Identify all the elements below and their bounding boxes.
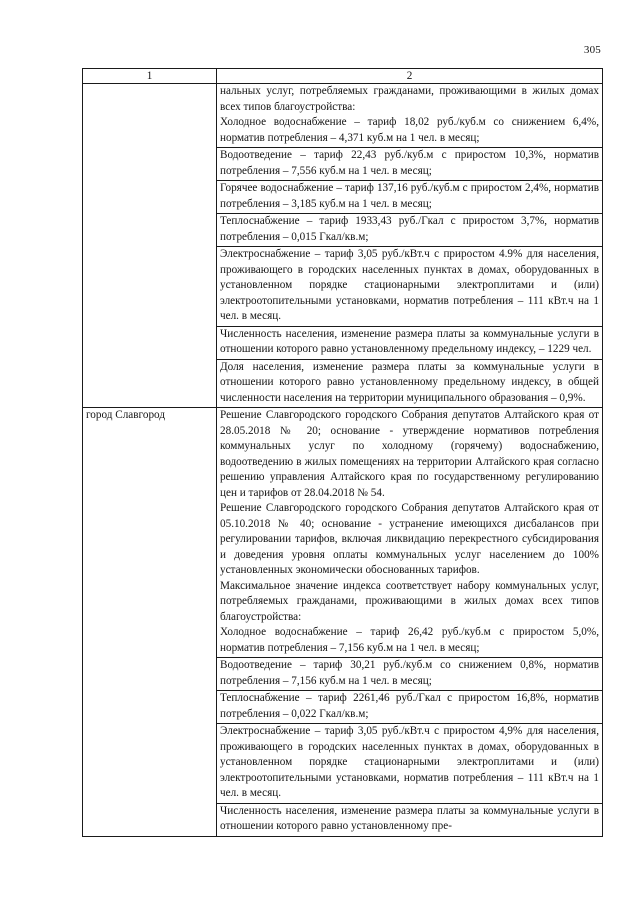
row-municipality-cell: город Славгород [83,408,217,837]
text-segment: Водоотведение – тариф 22,43 руб./куб.м с приростом 10,3%, норматив потребления – 7,556 куб.м на 1 чел. в месяц; [217,148,602,181]
text-segment: Численность населения, изменение размера платы за коммунальные услуги в отношении которого равно установленному пре- [220,804,599,832]
text-segment: Численность населения, изменение размера платы за коммунальные услуги в отношении которого равно установленному предельному индексу, – 1229 чел. [217,327,602,360]
text-segment: Электроснабжение – тариф 3,05 руб./кВт.ч с приростом 4,9% для населения, проживающего в городских населенных пунктах в домах, оборудованных в установленном порядке стационарными электроплитами и (или) электроотопительными установками, норматив потребления – 111 кВт.ч на 1 чел. в месяц. [217,724,602,804]
table-header-row [83,69,603,84]
document-table [82,68,603,837]
text-segment: Теплоснабжение – тариф 2261,46 руб./Гкал с приростом 16,8%, норматив потребления – 0,022 Гкал/кв.м; [217,691,602,724]
text-segment: Теплоснабжение – тариф 1933,43 руб./Гкал с приростом 3,7%, норматив потребления – 0,015 Гкал/кв.м; [217,214,602,247]
table-row [83,84,603,408]
row-content-cell [217,84,603,408]
row-municipality-cell [83,84,217,408]
text-segment: нальных услуг, потребляемых гражданами, проживающими в жилых домах всех типов благоустройства: Холодное водоснабжение – тариф 18,02 руб./куб.м со снижением 6,4%, норматив потребления – 4,371 куб.м на 1 чел. в месяц; [217,84,602,148]
column-header-1: 1 [83,69,217,84]
text-segment: Электроснабжение – тариф 3,05 руб./кВт.ч с приростом 4.9% для населения, проживающего в городских населенных пунктах в домах, оборудованных в установленном порядке стационарными электроплитами и (или) электроотопительными установками, норматив потребления – 111 кВт.ч на 1 чел. в месяц. [217,247,602,327]
page-number: 305 [583,44,601,56]
row-content-cell [217,408,603,837]
text-segment: Решение Славгородского городского Собрания депутатов Алтайского края от 28.05.2018 № 20; основание - утверждение нормативов потребления коммунальных услуг по холодному (горячему) водоснабжению, водоотведению в жилых помещениях на территории Алтайского края согласно решению управления Алтайского края по государственному регулированию цен и тарифов от 28.04.2018 № 54. Решение Славгородского городского Собрания депутатов Алтайского края от 05.10.2018 № 40; основание - устранение имеющихся дисбалансов при регулировании тарифов, включая ликвидацию перекрестного субсидирования и доведения уровня оплаты коммунальных услуг населением до 100% установленных экономически обоснованных тарифов. Максимальное значение индекса соответствует набору коммунальных услуг, потребляемых гражданами, проживающими в жилых домах всех типов благоустройства: Холодное водоснабжение – тариф 26,42 руб./куб.м с приростом 5,0%, норматив потребления – 7,156 куб.м на 1 чел. в месяц; [217,408,602,658]
column-header-2: 2 [217,69,603,84]
text-segment: Горячее водоснабжение – тариф 137,16 руб./куб.м с приростом 2,4%, норматив потребления – 3,185 куб.м на 1 чел. в месяц; [217,181,602,214]
table-row [83,408,603,837]
text-segment: Доля населения, изменение размера платы за коммунальные услуги в отношении которого равно установленному предельному индексу, в общей численности населения на территории муниципального образования – 0,9%. [220,360,599,404]
text-segment: Водоотведение – тариф 30,21 руб./куб.м со снижением 0,8%, норматив потребления – 7,156 куб.м на 1 чел. в месяц; [217,658,602,691]
